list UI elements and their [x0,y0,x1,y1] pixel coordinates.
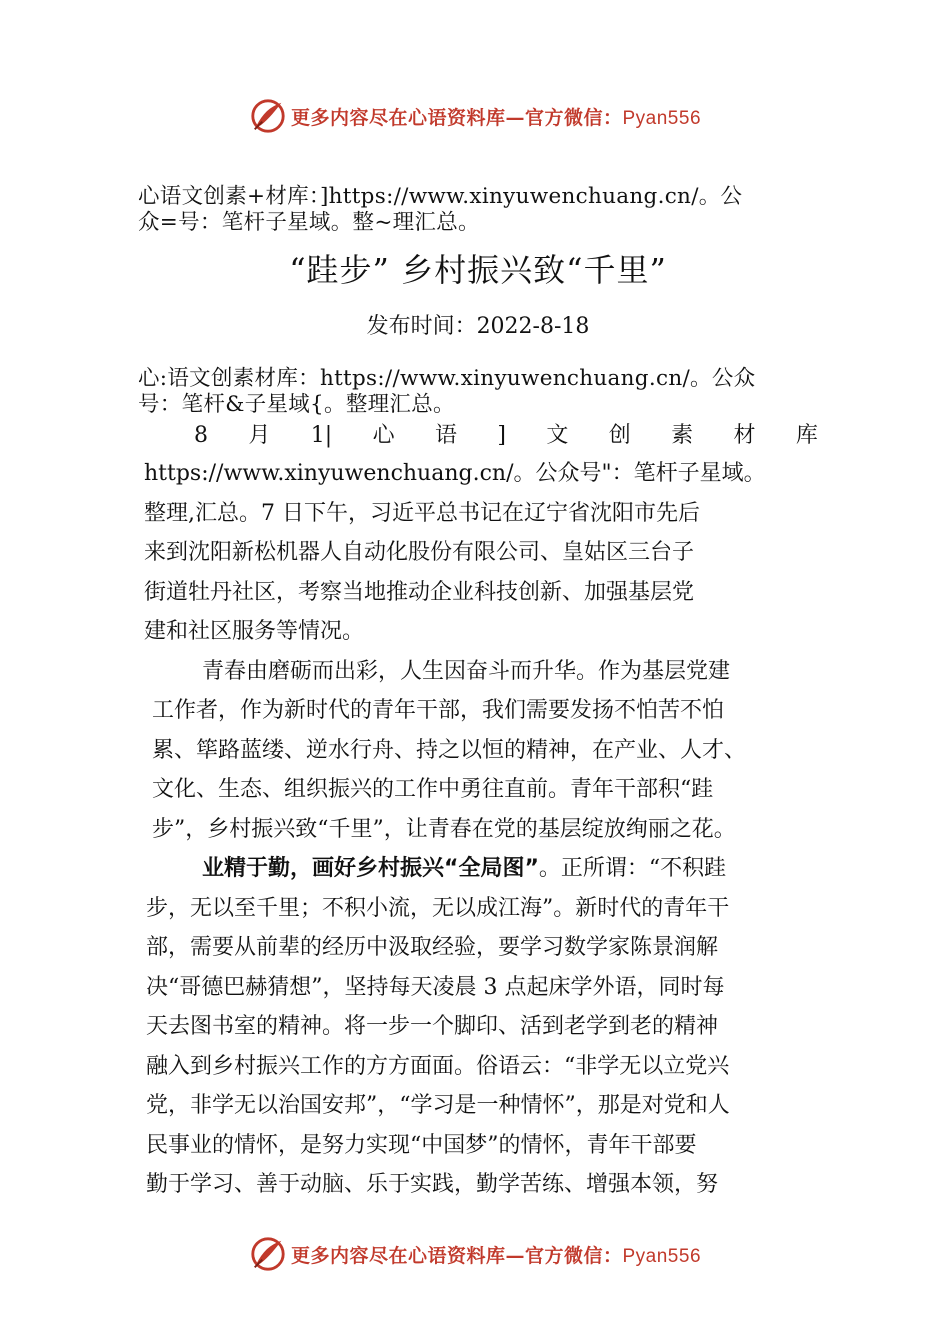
paragraph-3 [138,849,818,1205]
spread-char: 8 [194,423,208,448]
spread-char: 语 [434,423,457,448]
notice-line-1: 心:语文创素材库：https://www.xinyuwenchuang.cn/。公众 [138,366,756,391]
text-line: 工作者，作为新时代的青年干部，我们需要发扬不怕苦不怕 [152,698,725,723]
text-line: 天去图书室的精神。将一步一个脚印、活到老学到老的精神 [146,1014,719,1039]
text-line: 党，非学无以治国安邦”，“学习是一种情怀”，那是对党和人 [146,1093,730,1118]
text-line: 决“哥德巴赫猜想”，坚持每天凌晨 3 点起床学外语，同时每 [146,974,725,1000]
paragraph-2 [138,652,818,850]
text-line: 整理,汇总。7 日下午，习近平总书记在辽宁省沈阳市先后 [144,500,700,526]
spread-char: 心 [372,423,395,448]
spread-char: 文 [546,423,569,448]
section-heading: 业精于勤，画好乡村振兴“全局图” [202,856,539,881]
text-line: 累、筚路蓝缕、逆水行舟、持之以恒的精神，在产业、人才、 [152,737,747,763]
banner-text: 更多内容尽在心语资料库—官方微信：Pyan556 [290,1244,702,1267]
notice-line-2: 号：笔杆&子星域{。整理汇总。 [138,392,455,417]
spread-char: ] [497,423,506,448]
text-line: 步”，乡村振兴致“千里”，让青春在党的基层绽放绚丽之花。 [152,816,736,842]
header-notice-line-1: 心语文创素+材库：]https://www.xinyuwenchuang.cn/。公 [138,184,743,209]
text-line: 建和社区服务等情况。 [144,619,365,644]
text-line: 文化、生态、组织振兴的工作中勇往直前。青年干部积“跬 [152,777,714,802]
spaced-date-line [138,418,818,454]
document-body [138,184,818,1205]
publish-date: 发布时间：2022-8-18 [366,314,590,339]
text-line: 业精于勤，画好乡村振兴“全局图”。正所谓：“不积跬 [202,856,727,881]
top-watermark-banner [0,94,950,138]
spread-char: 材 [733,423,756,448]
spread-char: 库 [795,423,818,448]
text-line: 来到沈阳新松机器人自动化股份有限公司、皇姑区三台子 [144,540,695,565]
paragraph-1 [138,454,818,652]
page-title: “跬步” 乡村振兴致“千里” [289,251,667,289]
text-line: 融入到乡村振兴工作的方方面面。俗语云：“非学无以立党兴 [146,1053,730,1079]
wechat-id: Pyan556 [622,107,702,129]
quill-seal-icon [249,97,287,135]
quill-seal-icon [249,1235,287,1273]
banner-text: 更多内容尽在心语资料库—官方微信：Pyan556 [290,106,702,129]
text-line: 步，无以至千里；不积小流，无以成江海”。新时代的青年干 [146,895,730,921]
bottom-watermark-banner [0,1232,950,1276]
spread-char: 素 [671,423,694,448]
spread-char: 创 [608,423,631,448]
text-line: 街道牡丹社区，考察当地推动企业科技创新、加强基层党 [144,579,695,605]
spread-char: 1| [310,423,333,448]
text-line: 勤于学习、善于动脑、乐于实践，勤学苦练、增强本领，努 [146,1172,719,1197]
wechat-id: Pyan556 [622,1245,702,1267]
text-line: 青春由磨砺而出彩，人生因奋斗而升华。作为基层党建 [202,658,731,684]
header-notice-line-2: 众=号：笔杆子星域。整~理汇总。 [138,210,480,235]
text-line: 部，需要从前辈的经历中汲取经验，要学习数学家陈景润解 [146,935,719,960]
spread-char: 月 [248,423,271,448]
text-line: https://www.xinyuwenchuang.cn/。公众号"：笔杆子星域。 [144,461,766,486]
text-line: 民事业的情怀，是努力实现“中国梦”的情怀，青年干部要 [146,1132,697,1158]
